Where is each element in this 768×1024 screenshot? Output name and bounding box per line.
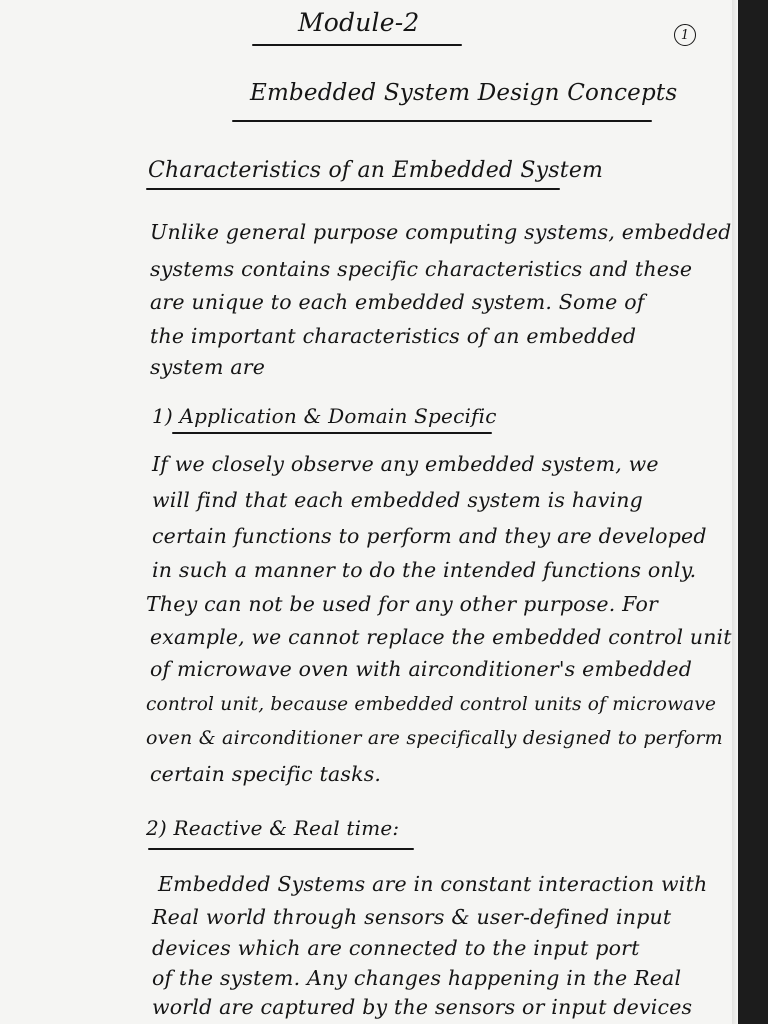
item-body-line: devices which are connected to the input port [152, 936, 640, 960]
module-title: Module-2 [298, 8, 420, 37]
item-body-line: They can not be used for any other purpose. For [146, 592, 659, 616]
chapter-title-underline [232, 120, 652, 122]
item-body-line: certain specific tasks. [150, 762, 382, 786]
item-body-line: certain functions to perform and they are developed [152, 524, 707, 548]
module-title-underline [252, 44, 462, 46]
item-body-line: of the system. Any changes happening in the Real [152, 966, 682, 990]
item-body-line: world are captured by the sensors or input devices [152, 995, 693, 1019]
intro-line: system are [150, 355, 266, 379]
item-body-line: will find that each embedded system is having [152, 488, 643, 512]
item-body-line: in such a manner to do the intended functions only. [152, 558, 697, 582]
item-heading: 2) Reactive & Real time: [146, 816, 400, 840]
item-body-line: Real world through sensors & user-defined input [152, 905, 672, 929]
page-edge-shadow [732, 0, 738, 1024]
intro-line: the important characteristics of an embedded [150, 324, 637, 348]
item-body-line: control unit, because embedded control units of microwave [146, 694, 717, 715]
item-body-line: If we closely observe any embedded system, we [152, 452, 659, 476]
item-heading-underline [148, 848, 414, 850]
item-body-line: example, we cannot replace the embedded control unit [150, 625, 732, 649]
item-heading: 1) Application & Domain Specific [152, 404, 497, 428]
item-body-line: Embedded Systems are in constant interaction with [158, 872, 708, 896]
intro-line: systems contains specific characteristics and these [150, 257, 693, 281]
intro-line: are unique to each embedded system. Some of [150, 290, 645, 314]
page-number: 1 [674, 24, 696, 46]
intro-line: Unlike general purpose computing systems, embedded [150, 220, 732, 244]
item-heading-underline [172, 432, 492, 434]
item-body-line: of microwave oven with airconditioner's embedded [150, 657, 693, 681]
item-body-line: oven & airconditioner are specifically designed to perform [146, 727, 723, 749]
section-heading: Characteristics of an Embedded System [148, 158, 604, 183]
section-heading-underline [146, 188, 560, 190]
chapter-title: Embedded System Design Concepts [250, 80, 678, 106]
